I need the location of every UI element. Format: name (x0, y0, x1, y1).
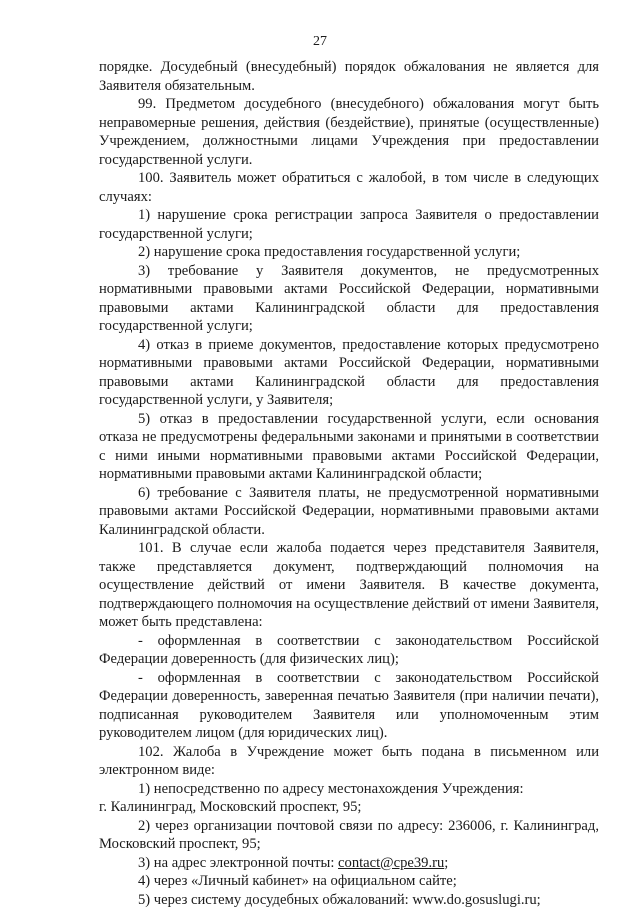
paragraph-p102-2: 2) через организации почтовой связи по адресу: 236006, г. Калининград, Московский проспект, 95; (99, 817, 599, 854)
paragraph-p100-4: 4) отказ в приеме документов, предоставление которых предусмотрено нормативными правовыми актами Российской Федерации, нормативными правовыми актами Калининградской области для предоставления государственной услуги, у Заявителя; (99, 336, 599, 410)
page-number: 27 (0, 34, 640, 50)
paragraph-p101-b: - оформленная в соответствии с законодательством Российской Федерации доверенность, заверенная печатью Заявителя (при наличии печати), подписанная руководителем Заявителя или уполномоченным этим руководителем лицом (для юридических лиц). (99, 669, 599, 743)
paragraph-list (99, 58, 599, 854)
paragraph-p102-1b: г. Калининград, Московский проспект, 95; (99, 798, 599, 817)
email-item (99, 854, 599, 873)
paragraph-p100-6: 6) требование с Заявителя платы, не предусмотренной нормативными правовыми актами Российской Федерации, нормативными правовыми актами Калининградской области. (99, 484, 599, 540)
paragraph-p100-2: 2) нарушение срока предоставления государственной услуги; (99, 243, 599, 262)
paragraph-p102-1: 1) непосредственно по адресу местонахождения Учреждения: (99, 780, 599, 799)
paragraph-p100-5: 5) отказ в предоставлении государственной услуги, если основания отказа не предусмотрены федеральными законами и принятыми в соответствии с ними иными нормативными правовыми актами Российской Федерации, нормативными правовыми актами Калининградской области; (99, 410, 599, 484)
list-item: 4) через «Личный кабинет» на официальном сайте; (99, 872, 599, 891)
paragraph-p100-3: 3) требование у Заявителя документов, не предусмотренных нормативными правовыми актами Российской Федерации, нормативными правовыми актами Калининградской области для предоставления государственной услуги; (99, 262, 599, 336)
paragraph-p102: 102. Жалоба в Учреждение может быть подана в письменном или электронном виде: (99, 743, 599, 780)
list-item: 5) через систему досудебных обжалований: www.do.gosuslugi.ru; (99, 891, 599, 909)
paragraph-p101: 101. В случае если жалоба подается через представителя Заявителя, также представляется документ, подтверждающий полномочия на осуществление действий от имени Заявителя. В качестве документа, подтверждающего полномочия на осуществление действий от имени Заявителя, может быть представлена: (99, 539, 599, 632)
email-item-prefix: 3) на адрес электронной почты: (138, 855, 338, 871)
paragraph-p101-a: - оформленная в соответствии с законодательством Российской Федерации доверенность (для физических лиц); (99, 632, 599, 669)
document-body (99, 58, 599, 909)
paragraph-p100: 100. Заявитель может обратиться с жалобой, в том числе в следующих случаях: (99, 169, 599, 206)
paragraph-p99: 99. Предметом досудебного (внесудебного) обжалования могут быть неправомерные решения, действия (бездействие), принятые (осуществленные) Учреждением, должностными лицами Учреждения при предоставлении государственной услуги. (99, 95, 599, 169)
tail-item-list (99, 872, 599, 909)
paragraph-p-cont: порядке. Досудебный (внесудебный) порядок обжалования не является для Заявителя обязательным. (99, 58, 599, 95)
email-link[interactable]: contact@cpe39.ru (338, 855, 444, 871)
paragraph-p100-1: 1) нарушение срока регистрации запроса Заявителя о предоставлении государственной услуги; (99, 206, 599, 243)
email-item-suffix: ; (444, 855, 448, 871)
